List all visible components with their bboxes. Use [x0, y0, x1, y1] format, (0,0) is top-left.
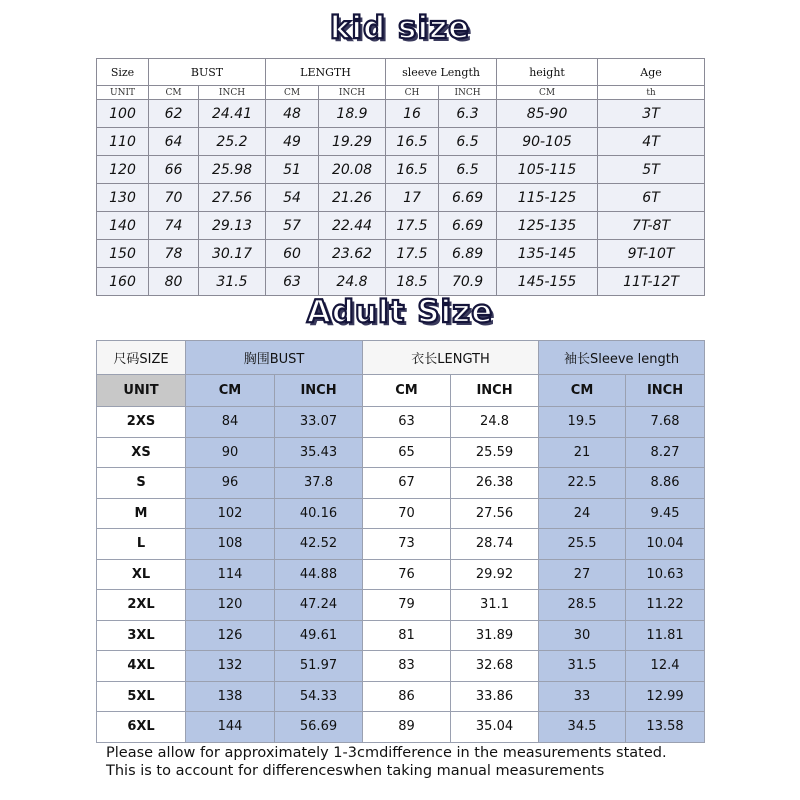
adult-table-cell: 132 — [186, 651, 275, 682]
adult-table-cell: 35.43 — [275, 437, 363, 468]
kid-table-cell: 4T — [598, 128, 705, 156]
kid-header-sleeve: sleeve Length — [386, 59, 497, 86]
kid-table-cell: 20.08 — [319, 156, 386, 184]
adult-table-row — [97, 681, 705, 712]
kid-table-cell: 90-105 — [497, 128, 598, 156]
adult-table-cell: 126 — [186, 620, 275, 651]
adult-table-cell: 144 — [186, 712, 275, 743]
adult-size-cell: 2XL — [97, 590, 186, 621]
kid-table-cell: 110 — [97, 128, 149, 156]
kid-table-row — [97, 100, 705, 128]
kid-table-cell: 25.98 — [199, 156, 266, 184]
adult-table-cell: 138 — [186, 681, 275, 712]
kid-table-cell: 6T — [598, 184, 705, 212]
adult-table-cell: 8.86 — [626, 468, 705, 499]
adult-table-cell: 8.27 — [626, 437, 705, 468]
adult-table-row — [97, 407, 705, 438]
kid-table-cell: 125-135 — [497, 212, 598, 240]
kid-unit-cell: INCH — [439, 86, 497, 100]
adult-size-cell: 4XL — [97, 651, 186, 682]
adult-unit-cell: INCH — [275, 375, 363, 407]
adult-size-cell: 5XL — [97, 681, 186, 712]
kid-header-age: Age — [598, 59, 705, 86]
adult-table-cell: 27.56 — [451, 498, 539, 529]
kid-table-cell: 135-145 — [497, 240, 598, 268]
adult-size-table — [96, 340, 705, 743]
kid-header-size: Size — [97, 59, 149, 86]
kid-table-cell: 140 — [97, 212, 149, 240]
adult-table-cell: 56.69 — [275, 712, 363, 743]
adult-table-cell: 89 — [363, 712, 451, 743]
adult-table-cell: 12.4 — [626, 651, 705, 682]
adult-table-cell: 65 — [363, 437, 451, 468]
adult-table-cell: 33.86 — [451, 681, 539, 712]
adult-table-cell: 26.38 — [451, 468, 539, 499]
adult-unit-cell: UNIT — [97, 375, 186, 407]
kid-table-cell: 70.9 — [439, 268, 497, 296]
kid-table-cell: 160 — [97, 268, 149, 296]
kid-table-cell: 24.41 — [199, 100, 266, 128]
adult-table-cell: 34.5 — [539, 712, 626, 743]
kid-table-cell: 21.26 — [319, 184, 386, 212]
kid-table-cell: 6.5 — [439, 156, 497, 184]
adult-table-cell: 67 — [363, 468, 451, 499]
kid-size-table — [96, 58, 705, 296]
kid-table-cell: 29.13 — [199, 212, 266, 240]
adult-table-cell: 47.24 — [275, 590, 363, 621]
adult-table-cell: 7.68 — [626, 407, 705, 438]
adult-size-cell: 2XS — [97, 407, 186, 438]
kid-unit-cell: th — [598, 86, 705, 100]
kid-table-cell: 16.5 — [386, 156, 439, 184]
kid-table-cell: 24.8 — [319, 268, 386, 296]
adult-table-cell: 79 — [363, 590, 451, 621]
kid-unit-cell: INCH — [319, 86, 386, 100]
adult-table-cell: 73 — [363, 529, 451, 560]
kid-unit-cell: CH — [386, 86, 439, 100]
kid-table-cell: 150 — [97, 240, 149, 268]
kid-table-cell: 62 — [149, 100, 199, 128]
note-line-2: This is to account for differenceswhen taking manual measurements — [106, 763, 605, 779]
adult-table-cell: 11.81 — [626, 620, 705, 651]
kid-table-cell: 6.69 — [439, 212, 497, 240]
adult-table-row — [97, 468, 705, 499]
adult-size-cell: XL — [97, 559, 186, 590]
kid-table-cell: 18.9 — [319, 100, 386, 128]
adult-table-cell: 11.22 — [626, 590, 705, 621]
adult-table-row — [97, 590, 705, 621]
kid-unit-cell: CM — [497, 86, 598, 100]
adult-table-cell: 51.97 — [275, 651, 363, 682]
kid-table-cell: 66 — [149, 156, 199, 184]
kid-table-cell: 120 — [97, 156, 149, 184]
kid-table-row — [97, 128, 705, 156]
kid-table-cell: 49 — [266, 128, 319, 156]
adult-table-cell: 19.5 — [539, 407, 626, 438]
kid-header-height: height — [497, 59, 598, 86]
kid-unit-cell: CM — [266, 86, 319, 100]
measurement-note — [106, 744, 786, 780]
adult-table-cell: 31.1 — [451, 590, 539, 621]
adult-size-cell: XS — [97, 437, 186, 468]
adult-table-cell: 37.8 — [275, 468, 363, 499]
adult-header-length: 衣长LENGTH — [363, 341, 539, 375]
adult-table-row — [97, 437, 705, 468]
adult-table-cell: 114 — [186, 559, 275, 590]
kid-table-cell: 7T-8T — [598, 212, 705, 240]
kid-table-cell: 31.5 — [199, 268, 266, 296]
adult-table-cell: 33.07 — [275, 407, 363, 438]
adult-unit-cell: CM — [363, 375, 451, 407]
kid-table-row — [97, 240, 705, 268]
kid-table-cell: 64 — [149, 128, 199, 156]
adult-table-cell: 10.04 — [626, 529, 705, 560]
kid-header-length: LENGTH — [266, 59, 386, 86]
adult-table-cell: 63 — [363, 407, 451, 438]
kid-table-cell: 17 — [386, 184, 439, 212]
kid-table-cell: 9T-10T — [598, 240, 705, 268]
adult-header-row — [97, 341, 705, 375]
adult-unit-cell: CM — [186, 375, 275, 407]
adult-unit-cell: CM — [539, 375, 626, 407]
kid-table-cell: 16 — [386, 100, 439, 128]
adult-size-cell: 6XL — [97, 712, 186, 743]
kid-header-row — [97, 59, 705, 86]
kid-table-cell: 100 — [97, 100, 149, 128]
adult-table-cell: 27 — [539, 559, 626, 590]
kid-table-cell: 51 — [266, 156, 319, 184]
kid-table-row — [97, 184, 705, 212]
adult-table-row — [97, 559, 705, 590]
adult-unit-row — [97, 375, 705, 407]
adult-table-cell: 33 — [539, 681, 626, 712]
kid-table-cell: 54 — [266, 184, 319, 212]
adult-table-cell: 84 — [186, 407, 275, 438]
adult-table-cell: 21 — [539, 437, 626, 468]
kid-table-cell: 17.5 — [386, 212, 439, 240]
kid-table-cell: 6.5 — [439, 128, 497, 156]
kid-table-cell: 115-125 — [497, 184, 598, 212]
kid-table-cell: 16.5 — [386, 128, 439, 156]
kid-table-cell: 105-115 — [497, 156, 598, 184]
adult-table-cell: 49.61 — [275, 620, 363, 651]
kid-table-cell: 74 — [149, 212, 199, 240]
kid-table-row — [97, 268, 705, 296]
adult-table-cell: 24.8 — [451, 407, 539, 438]
adult-table-cell: 42.52 — [275, 529, 363, 560]
kid-table-cell: 5T — [598, 156, 705, 184]
adult-table-cell: 44.88 — [275, 559, 363, 590]
kid-table-cell: 18.5 — [386, 268, 439, 296]
adult-table-cell: 25.59 — [451, 437, 539, 468]
kid-table-cell: 19.29 — [319, 128, 386, 156]
kid-table-cell: 3T — [598, 100, 705, 128]
note-line-1: Please allow for approximately 1-3cmdifference in the measurements stated. — [106, 745, 667, 761]
adult-table-cell: 28.74 — [451, 529, 539, 560]
kid-table-cell: 27.56 — [199, 184, 266, 212]
adult-table-cell: 9.45 — [626, 498, 705, 529]
kid-table-cell: 80 — [149, 268, 199, 296]
adult-table-cell: 28.5 — [539, 590, 626, 621]
kid-unit-cell: UNIT — [97, 86, 149, 100]
adult-table-cell: 12.99 — [626, 681, 705, 712]
adult-table-cell: 40.16 — [275, 498, 363, 529]
adult-table-cell: 102 — [186, 498, 275, 529]
adult-table-cell: 29.92 — [451, 559, 539, 590]
adult-table-cell: 86 — [363, 681, 451, 712]
kid-table-row — [97, 212, 705, 240]
kid-table-cell: 17.5 — [386, 240, 439, 268]
adult-table-cell: 96 — [186, 468, 275, 499]
adult-table-cell: 10.63 — [626, 559, 705, 590]
adult-table-row — [97, 651, 705, 682]
kid-header-bust: BUST — [149, 59, 266, 86]
adult-table-cell: 22.5 — [539, 468, 626, 499]
adult-header-bust: 胸围BUST — [186, 341, 363, 375]
adult-size-cell: M — [97, 498, 186, 529]
adult-table-cell: 31.89 — [451, 620, 539, 651]
adult-size-cell: L — [97, 529, 186, 560]
kid-table-cell: 6.3 — [439, 100, 497, 128]
kid-table-cell: 130 — [97, 184, 149, 212]
kid-table-cell: 6.89 — [439, 240, 497, 268]
kid-table-cell: 6.69 — [439, 184, 497, 212]
kid-table-cell: 25.2 — [199, 128, 266, 156]
adult-table-cell: 54.33 — [275, 681, 363, 712]
adult-table-cell: 13.58 — [626, 712, 705, 743]
kid-table-cell: 22.44 — [319, 212, 386, 240]
adult-table-row — [97, 529, 705, 560]
kid-table-cell: 11T-12T — [598, 268, 705, 296]
adult-table-row — [97, 498, 705, 529]
adult-table-cell: 32.68 — [451, 651, 539, 682]
adult-table-cell: 120 — [186, 590, 275, 621]
adult-unit-cell: INCH — [451, 375, 539, 407]
adult-size-cell: S — [97, 468, 186, 499]
adult-unit-cell: INCH — [626, 375, 705, 407]
adult-table-cell: 83 — [363, 651, 451, 682]
kid-unit-cell: CM — [149, 86, 199, 100]
kid-unit-cell: INCH — [199, 86, 266, 100]
adult-table-cell: 30 — [539, 620, 626, 651]
adult-table-cell: 70 — [363, 498, 451, 529]
kid-table-cell: 57 — [266, 212, 319, 240]
kid-table-row — [97, 156, 705, 184]
kid-table-cell: 30.17 — [199, 240, 266, 268]
kid-table-cell: 145-155 — [497, 268, 598, 296]
kid-table-cell: 70 — [149, 184, 199, 212]
adult-header-size: 尺码SIZE — [97, 341, 186, 375]
adult-table-cell: 31.5 — [539, 651, 626, 682]
adult-table-cell: 108 — [186, 529, 275, 560]
kid-table-cell: 85-90 — [497, 100, 598, 128]
adult-table-row — [97, 712, 705, 743]
adult-table-cell: 24 — [539, 498, 626, 529]
kid-table-cell: 78 — [149, 240, 199, 268]
kid-table-cell: 48 — [266, 100, 319, 128]
adult-header-sleeve: 袖长Sleeve length — [539, 341, 705, 375]
kid-table-cell: 60 — [266, 240, 319, 268]
kid-size-title: kid size — [329, 10, 471, 46]
kid-table-cell: 63 — [266, 268, 319, 296]
adult-table-cell: 25.5 — [539, 529, 626, 560]
adult-table-cell: 90 — [186, 437, 275, 468]
adult-table-cell: 35.04 — [451, 712, 539, 743]
adult-size-cell: 3XL — [97, 620, 186, 651]
adult-table-cell: 81 — [363, 620, 451, 651]
adult-size-title: Adult Size — [306, 294, 494, 330]
kid-unit-row — [97, 86, 705, 100]
adult-table-cell: 76 — [363, 559, 451, 590]
adult-table-row — [97, 620, 705, 651]
kid-table-cell: 23.62 — [319, 240, 386, 268]
